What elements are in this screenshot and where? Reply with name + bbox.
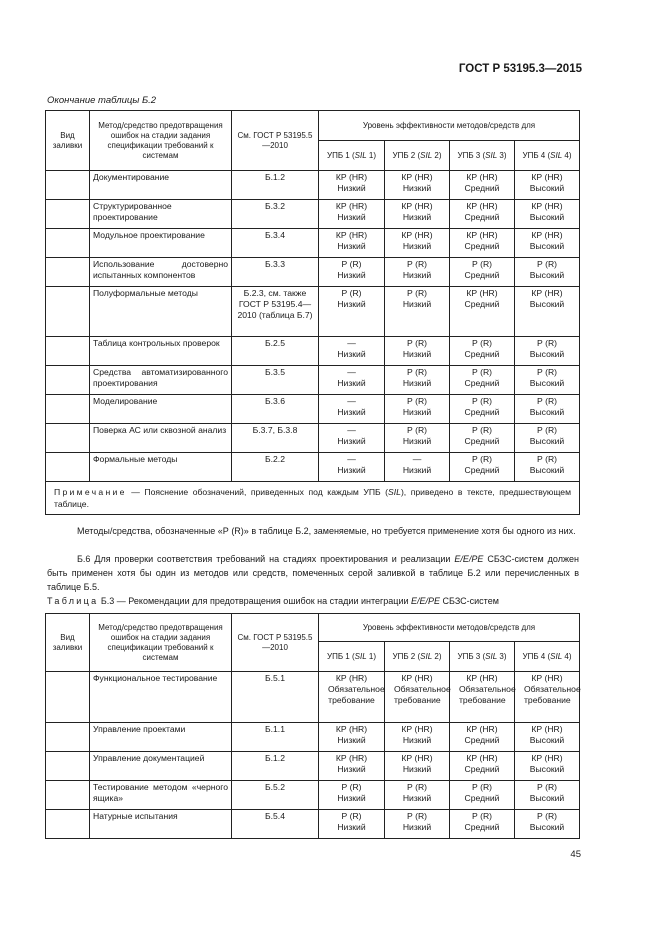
header-effectiveness-level: Уровень эффективности методов/средств для [319, 614, 580, 642]
level-cell: КР (HR) Обязательное требование [385, 672, 450, 723]
level-cell: — Низкий [319, 337, 385, 366]
level-cell: КР (HR) Низкий [385, 752, 450, 781]
paragraph-b6: Б.6 Для проверки соответствия требований на стадиях проектирования и реализации E/E/PE СБЗС-систем должен быть применен хотя бы один из методов или средств, помеченных серой заливкой в таблице Б.2 или перечисленных в таблице Б.5. [47, 554, 579, 592]
level-cell: Р (R) Высокий [515, 453, 580, 482]
method-cell: Формальные методы [90, 453, 232, 482]
fill-cell [46, 453, 90, 482]
reference-cell: Б.2.3, см. также ГОСТ Р 53195.4—2010 (таблица Б.7) [232, 287, 319, 337]
level-cell: КР (HR) Средний [450, 200, 515, 229]
reference-cell: Б.3.5 [232, 366, 319, 395]
level-cell: Р (R) Средний [450, 453, 515, 482]
reference-cell: Б.1.2 [232, 752, 319, 781]
method-cell: Модульное проектирование [90, 229, 232, 258]
level-cell: КР (HR) Высокий [515, 723, 580, 752]
level-cell: КР (HR) Высокий [515, 200, 580, 229]
level-cell: Р (R) Высокий [515, 337, 580, 366]
level-cell: Р (R) Низкий [385, 424, 450, 453]
level-cell: Р (R) Средний [450, 424, 515, 453]
level-cell: Р (R) Средний [450, 781, 515, 810]
level-cell: КР (HR) Низкий [385, 229, 450, 258]
reference-cell: Б.3.7, Б.3.8 [232, 424, 319, 453]
reference-cell: Б.3.6 [232, 395, 319, 424]
level-cell: КР (HR) Низкий [319, 171, 385, 200]
header-sil-4: УПБ 4 (SIL 4) [515, 642, 580, 672]
table-row [46, 200, 580, 229]
header-sil-2: УПБ 2 (SIL 2) [385, 141, 450, 171]
table-b3 [45, 613, 580, 839]
method-cell: Моделирование [90, 395, 232, 424]
method-cell: Полуформальные методы [90, 287, 232, 337]
level-cell: Р (R) Низкий [319, 258, 385, 287]
fill-cell [46, 229, 90, 258]
level-cell: Р (R) Низкий [319, 810, 385, 839]
note-label: Примечание [54, 487, 127, 497]
level-cell: КР (HR) Обязательное требование [319, 672, 385, 723]
fill-cell [46, 723, 90, 752]
level-cell: Р (R) Высокий [515, 366, 580, 395]
fill-cell [46, 171, 90, 200]
method-cell: Использование достоверно испытанных компонентов [90, 258, 232, 287]
header-method: Метод/средство предотвращения ошибок на стадии задания спецификации требований к системам [90, 614, 232, 672]
fill-cell [46, 395, 90, 424]
header-sil-2: УПБ 2 (SIL 2) [385, 642, 450, 672]
level-cell: Р (R) Высокий [515, 258, 580, 287]
header-sil-1: УПБ 1 (SIL 1) [319, 642, 385, 672]
level-cell: КР (HR) Средний [450, 229, 515, 258]
header-sil-3: УПБ 3 (SIL 3) [450, 642, 515, 672]
fill-cell [46, 258, 90, 287]
level-cell: Р (R) Высокий [515, 781, 580, 810]
level-cell: — Низкий [319, 395, 385, 424]
level-cell: КР (HR) Низкий [319, 723, 385, 752]
fill-cell [46, 424, 90, 453]
reference-cell: Б.5.1 [232, 672, 319, 723]
level-cell: Р (R) Низкий [385, 258, 450, 287]
table-row [46, 453, 580, 482]
method-cell: Поверка АС или сквозной анализ [90, 424, 232, 453]
document-code: ГОСТ Р 53195.3—2015 [458, 63, 582, 75]
method-cell: Управление проектами [90, 723, 232, 752]
reference-cell: Б.1.2 [232, 171, 319, 200]
table-row [46, 395, 580, 424]
table-row [46, 287, 580, 337]
reference-cell: Б.3.3 [232, 258, 319, 287]
header-fill-type: Вид заливки [46, 111, 90, 171]
reference-cell: Б.2.5 [232, 337, 319, 366]
level-cell: — Низкий [319, 366, 385, 395]
header-sil-1: УПБ 1 (SIL 1) [319, 141, 385, 171]
level-cell: Р (R) Высокий [515, 395, 580, 424]
note-row [46, 482, 580, 515]
fill-cell [46, 810, 90, 839]
fill-cell [46, 752, 90, 781]
level-cell: — Низкий [385, 453, 450, 482]
level-cell: КР (HR) Высокий [515, 287, 580, 337]
table-row [46, 258, 580, 287]
method-cell: Функциональное тестирование [90, 672, 232, 723]
paragraph-replaceable-methods: Методы/средства, обозначенные «Р (R)» в таблице Б.2, заменяемые, но требуется применение хотя бы одного из них. [77, 526, 576, 536]
table-row [46, 229, 580, 258]
method-cell: Документирование [90, 171, 232, 200]
level-cell: — Низкий [319, 453, 385, 482]
level-cell: КР (HR) Обязательное требование [450, 672, 515, 723]
fill-cell [46, 781, 90, 810]
reference-cell: Б.3.4 [232, 229, 319, 258]
header-reference: См. ГОСТ Р 53195.5—2010 [232, 111, 319, 171]
level-cell: КР (HR) Средний [450, 752, 515, 781]
level-cell: Р (R) Средний [450, 337, 515, 366]
level-cell: КР (HR) Низкий [319, 752, 385, 781]
level-cell: Р (R) Низкий [319, 287, 385, 337]
level-cell: КР (HR) Высокий [515, 229, 580, 258]
reference-cell: Б.3.2 [232, 200, 319, 229]
level-cell: КР (HR) Низкий [319, 229, 385, 258]
table-row [46, 810, 580, 839]
header-sil-4: УПБ 4 (SIL 4) [515, 141, 580, 171]
table-row [46, 366, 580, 395]
level-cell: Р (R) Высокий [515, 424, 580, 453]
level-cell: КР (HR) Низкий [385, 723, 450, 752]
header-effectiveness-level: Уровень эффективности методов/средств для [319, 111, 580, 141]
level-cell: КР (HR) Средний [450, 171, 515, 200]
level-cell: КР (HR) Средний [450, 723, 515, 752]
level-cell: Р (R) Низкий [319, 781, 385, 810]
table-row [46, 424, 580, 453]
header-reference: См. ГОСТ Р 53195.5—2010 [232, 614, 319, 672]
method-cell: Таблица контрольных проверок [90, 337, 232, 366]
fill-cell [46, 337, 90, 366]
level-cell: КР (HR) Высокий [515, 752, 580, 781]
method-cell: Структурированное проектирование [90, 200, 232, 229]
fill-cell [46, 672, 90, 723]
reference-cell: Б.2.2 [232, 453, 319, 482]
level-cell: Р (R) Средний [450, 366, 515, 395]
level-cell: — Низкий [319, 424, 385, 453]
level-cell: Р (R) Низкий [385, 287, 450, 337]
level-cell: Р (R) Средний [450, 395, 515, 424]
level-cell: Р (R) Средний [450, 810, 515, 839]
table-row [46, 337, 580, 366]
method-cell: Тестирование методом «черного ящика» [90, 781, 232, 810]
level-cell: Р (R) Низкий [385, 810, 450, 839]
method-cell: Натурные испытания [90, 810, 232, 839]
table-row [46, 171, 580, 200]
fill-cell [46, 287, 90, 337]
level-cell: Р (R) Средний [450, 258, 515, 287]
table-row [46, 752, 580, 781]
table-row [46, 672, 580, 723]
page-number: 45 [570, 849, 581, 860]
table-note: Примечание — Пояснение обозначений, приведенных под каждым УПБ (SIL), приведено в тексте, предшествующем таблице. [46, 482, 580, 515]
level-cell: Р (R) Низкий [385, 781, 450, 810]
table-continuation-caption: Окончание таблицы Б.2 [47, 95, 157, 106]
level-cell: КР (HR) Низкий [319, 200, 385, 229]
fill-cell [46, 200, 90, 229]
reference-cell: Б.5.4 [232, 810, 319, 839]
table-b2 [45, 110, 580, 515]
fill-cell [46, 366, 90, 395]
level-cell: КР (HR) Низкий [385, 200, 450, 229]
table-b3-title: Таблица Б.3 — Рекомендации для предотвращения ошибок на стадии интеграции E/E/PE СБЗС-систем [47, 596, 499, 606]
level-cell: Р (R) Низкий [385, 395, 450, 424]
level-cell: КР (HR) Обязательное требование [515, 672, 580, 723]
level-cell: Р (R) Низкий [385, 366, 450, 395]
reference-cell: Б.5.2 [232, 781, 319, 810]
header-method: Метод/средство предотвращения ошибок на стадии задания спецификации требований к системам [90, 111, 232, 171]
header-fill-type: Вид заливки [46, 614, 90, 672]
level-cell: КР (HR) Низкий [385, 171, 450, 200]
header-sil-3: УПБ 3 (SIL 3) [450, 141, 515, 171]
level-cell: КР (HR) Высокий [515, 171, 580, 200]
method-cell: Средства автоматизированного проектирования [90, 366, 232, 395]
method-cell: Управление документацией [90, 752, 232, 781]
reference-cell: Б.1.1 [232, 723, 319, 752]
table-row [46, 723, 580, 752]
level-cell: Р (R) Низкий [385, 337, 450, 366]
level-cell: КР (HR) Средний [450, 287, 515, 337]
table-row [46, 781, 580, 810]
level-cell: Р (R) Высокий [515, 810, 580, 839]
